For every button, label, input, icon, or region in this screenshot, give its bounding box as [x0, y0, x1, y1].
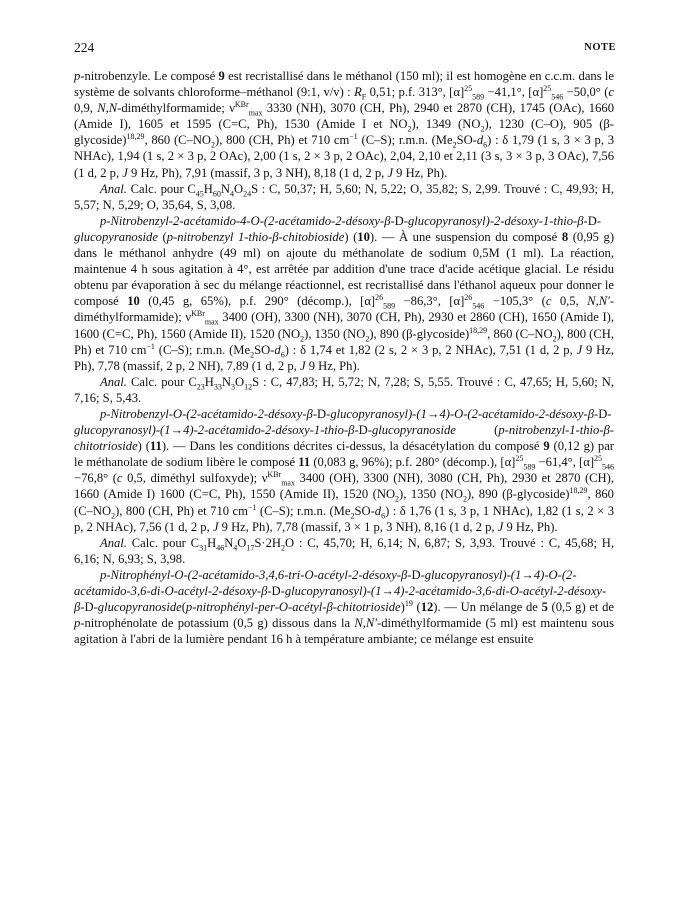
- text-run: ), 1349 (NO: [411, 117, 481, 132]
- paragraph-compound-12: [74, 567, 614, 647]
- subscript: 23: [196, 382, 205, 392]
- italic-text: J: [212, 519, 219, 534]
- text-run: S : C, 47,83; H, 5,72; N, 7,28; S, 5,55. Trouvé : C, 47,65; H, 5,60; N, 7,16; S, 5,43.: [74, 374, 614, 405]
- text-run: (0,45 g, 65%), p.f. 290° (décomp.), [α]: [139, 294, 376, 309]
- paragraph-anal-10: [74, 374, 614, 406]
- italic-text: -glucopyranoside: [93, 600, 182, 615]
- subscript: 24: [243, 189, 252, 199]
- text-run: (0,95 g) dans le méthanol anhydre (49 ml) on ajoute du méthanolate de sodium 0,5: [74, 229, 615, 261]
- text-run: (: [455, 423, 499, 438]
- text-run: (0,5 g) et de: [547, 600, 615, 615]
- superscript: 26: [464, 293, 473, 303]
- text-run: (0,12 g) par le méthanolate de sodium libère le composé: [74, 439, 614, 470]
- subscript: 33: [213, 382, 222, 392]
- subscript: 2: [300, 334, 305, 344]
- subscript: 45: [195, 189, 204, 199]
- italic-text: p: [74, 69, 81, 83]
- italic-text: p-nitrobenzyl 1-thio-β-chitobioside: [166, 229, 345, 244]
- subscript: 17: [246, 543, 255, 553]
- text-run: ), 1350 (NO: [304, 326, 366, 341]
- italic-text: p-Nitrobenzyl-2-acétamido-4-O-(2-acétamido-2-désoxy-β-: [100, 213, 395, 228]
- small-caps: D: [587, 213, 597, 228]
- subscript: 589: [472, 92, 485, 102]
- italic-text: J: [299, 358, 306, 373]
- paragraph-compound-11: [74, 406, 614, 535]
- text-run: 0,5,: [551, 294, 588, 309]
- subscript: 546: [472, 301, 485, 311]
- text-run: , 860 (C–NO: [487, 326, 553, 341]
- text-run: est recristallisé dans le méthanol (150 ml); il est homogène en c.c.m. dans le système de solvants chloroforme–méthanol (9:1, v/v) :: [74, 69, 614, 100]
- italic-text: Anal.: [100, 535, 127, 550]
- text-run: O : C, 45,70; H, 6,14; N, 6,87; S, 3,93. Trouvé : C, 45,68; H, 6,16; N, 6,93; S, 3,98.: [74, 535, 614, 566]
- text-run: (: [412, 600, 421, 615]
- superscript: 25: [543, 83, 552, 93]
- text-run: O: [237, 535, 247, 550]
- italic-text: -glucopyranosyl)-(1→4)-2-acétamido-2-désoxy-1-thio-β-: [74, 406, 612, 438]
- subscript: 2: [480, 124, 485, 134]
- subscript: 546: [602, 462, 615, 472]
- text-run: (0,083 g, 96%); p.f. 280° (décomp.), [α]: [310, 455, 516, 470]
- small-caps: D: [317, 406, 327, 421]
- italic-text: -glucopyranosyl)-(1→4)-O-(2-acétamido-2-désoxy-β-: [326, 406, 599, 421]
- italic-text: J: [576, 342, 583, 357]
- superscript: 25: [464, 83, 473, 93]
- text-run: O: [234, 374, 245, 389]
- reference-superscript: 18,29: [469, 325, 488, 335]
- italic-text: c: [608, 85, 615, 100]
- superscript: −1: [146, 341, 155, 351]
- text-run: ), 800 (CH, Ph) et 710 cm: [74, 326, 614, 357]
- italic-text: N,N': [354, 616, 377, 631]
- text-run: 3330 (NH), 3070 (CH, Ph), 2940 et 2870 (CH), 1745 (OAc), 1660 (Amide I), 1605 et 1595 (C=C, Ph), 1530 (Amide I et NO: [74, 101, 614, 132]
- italic-text: -glucopyranosyl)-(1→4)-2-acétamido-3,6-di-O-acétyl-2-désoxy-β-: [74, 584, 607, 615]
- text-run: ) (: [344, 229, 358, 244]
- text-run: ). — À une suspension du composé: [369, 229, 562, 244]
- text-run: ) : δ 1,79 (1 s, 3 × 3 p, 3 NHAc), 1,94 (1 s, 2 × 3 p, 2 OAc), 2,00 (1 s, 2 × 3 p, 2 OAc), 2,04, 2,10 et 2,11 (3 s, 3 × 3 p, 3 OAc), 7,56 (1 d, 2 p,: [74, 133, 614, 180]
- italic-text: -glucopyranosyl)-(1→4)-O-(2-acétamido-3,6-di-O-acétyl-2-désoxy-β-: [74, 567, 577, 598]
- subscript: 6: [381, 511, 386, 521]
- italic-text: d: [374, 503, 382, 518]
- subscript: 6: [483, 140, 488, 150]
- text-run: 0,5, diméthyl sulfoxyde); ν: [122, 471, 268, 486]
- italic-text: d: [274, 342, 281, 357]
- text-run: 0,51; p.f. 313°, [α]: [366, 85, 465, 100]
- reference-superscript: 19: [404, 598, 413, 608]
- text-run: (C–S); r.m.n. (Me: [154, 342, 251, 357]
- text-run: ), 890 (β-glycoside): [466, 487, 570, 502]
- paragraph-anal-9: [74, 181, 614, 213]
- subscript: 2: [365, 334, 370, 344]
- text-run: ), 890 (β-glycoside): [369, 326, 470, 341]
- text-run: H: [207, 535, 217, 550]
- italic-text: p-Nitrophényl-O-(2-acétamido-3,4,6-tri-O-acétyl-2-désoxy-β-: [100, 567, 412, 582]
- text-run: −86,3°, [α]: [395, 294, 465, 309]
- text-run: ) (: [137, 439, 150, 454]
- subscript: max: [204, 317, 219, 327]
- italic-text: R: [354, 85, 362, 100]
- text-run: ), 800 (CH, Ph) et 710 cm: [215, 133, 350, 148]
- text-run: N: [224, 535, 234, 550]
- subscript: 2: [395, 494, 400, 504]
- small-caps: D: [271, 584, 281, 598]
- subscript: max: [248, 108, 263, 118]
- text-run: H: [203, 181, 213, 196]
- text-run: ): [400, 600, 405, 615]
- page-number: 224: [74, 40, 95, 55]
- text-run: , 860 (C–NO: [144, 133, 212, 148]
- text-run: Calc. pour C: [126, 535, 200, 550]
- italic-text: c: [545, 294, 552, 309]
- text-run: −105,3° (: [484, 294, 546, 309]
- superscript: 25: [515, 454, 524, 464]
- subscript: 6: [280, 350, 285, 360]
- subscript: max: [281, 478, 295, 488]
- subscript: 2: [462, 494, 467, 504]
- text-run: SO-: [456, 133, 477, 148]
- subscript: 4: [229, 189, 234, 199]
- subscript: 2: [452, 140, 457, 150]
- italic-text: -glucopyranoside: [74, 213, 602, 244]
- italic-text: N,N: [97, 101, 118, 116]
- text-run: , 860 (C–NO: [74, 487, 614, 518]
- italic-text: -glucopyranoside: [367, 423, 456, 438]
- text-run: S·2H: [254, 535, 281, 550]
- text-run: ) : δ 1,76 (1 s, 3 p, 1 NHAc), 1,82 (1 s, 2 × 3 p, 2 NHAc), 7,56 (1 d, 2 p,: [74, 503, 614, 534]
- text-run: N: [220, 181, 230, 196]
- subscript: 12: [244, 382, 253, 392]
- italic-text: N,N': [587, 294, 610, 309]
- text-run: -diméthylformamide); ν: [74, 294, 615, 325]
- text-run: Calc. pour C: [126, 181, 196, 196]
- compound-number: 10: [127, 294, 140, 309]
- subscript: 589: [383, 301, 396, 311]
- text-run: 9 Hz, Ph).: [305, 358, 360, 373]
- text-run: (1 ml). La réaction, maintenue 4 h sous agitation à 4°, est arrêtée par addition d'une trace d'acide acétique glacial. Le résidu obtenu par évaporation à sec du mélange réactionnel, est recristallisé dans l'éthanol aqueux pour donner le composé: [74, 246, 614, 309]
- subscript: 2: [281, 543, 285, 553]
- italic-text: p: [74, 616, 81, 631]
- running-head: [74, 40, 616, 58]
- text-run: 3400 (OH), 3300 (NH), 3080 (CH, Ph), 2930 et 2870 (CH), 1660 (Amide I) 1600 (C=C, Ph), 1550 (Amide II), 1520 (NO: [74, 471, 614, 502]
- paragraph-compound-9-data: [74, 68, 614, 181]
- superscript: −1: [247, 502, 257, 512]
- subscript: 31: [199, 543, 208, 553]
- body-text: [74, 68, 614, 647]
- text-run: -diméthylformamide (5 ml) est maintenu sous agitation à l'abri de la lumière pendant 16 h à température ambiante; ce mélange est ensuite: [74, 616, 614, 647]
- subscript: 3: [230, 382, 235, 392]
- italic-text: J: [497, 519, 504, 534]
- italic-text: Anal.: [100, 181, 127, 196]
- compound-number: 9: [218, 69, 225, 83]
- text-run: −61,4°, [α]: [535, 455, 595, 470]
- compound-number: 9: [543, 439, 550, 454]
- italic-text: c: [116, 471, 123, 486]
- text-run: ) : δ 1,74 et 1,82 (2 s, 2 × 3 p, 2 NHAc), 7,51 (1 d, 2 p,: [284, 342, 577, 357]
- compound-number: 8: [561, 229, 569, 244]
- italic-text: J: [387, 165, 394, 180]
- text-run: ). — Dans les conditions décrites ci-dessus, la désacétylation du composé: [161, 439, 544, 454]
- subscript: F: [361, 92, 367, 102]
- italic-text: p-Nitrobenzyl-O-(2-acétamido-2-désoxy-β-: [100, 406, 318, 421]
- text-run: 3400 (OH), 3300 (NH), 3070 (CH, Ph), 2930 et 2860 (CH), 1650 (Amide I), 1600 (C=C, Ph), 1560 (Amide II), 1520 (NO: [74, 310, 615, 341]
- small-caps: D: [598, 406, 608, 421]
- compound-number: 10: [357, 229, 370, 244]
- text-run: H: [204, 374, 214, 389]
- reference-superscript: 18,29: [126, 132, 145, 142]
- text-run: O: [233, 181, 244, 196]
- small-caps: D: [411, 567, 421, 582]
- reference-superscript: 18,29: [569, 486, 588, 496]
- text-run: ), 800 (CH, Ph) et 710 cm: [115, 503, 248, 518]
- text-run: -nitrobenzyle. Le composé: [80, 69, 219, 83]
- text-run: S : C, 50,37; H, 5,60; N, 5,22; O, 35,82; S, 2,99. Trouvé : C, 49,93; H, 5,57; N, 5,29; O, 35,64, S, 3,08.: [74, 181, 614, 212]
- section-label: NOTE: [584, 42, 616, 53]
- italic-text: -glucopyranosyl)-2-désoxy-1-thio-β-: [403, 213, 588, 228]
- italic-text: p-nitrophényl-per-O-acétyl-β-chitotrioside: [185, 600, 401, 615]
- superscript: KBr: [191, 309, 205, 319]
- italic-text: Anal.: [100, 374, 127, 389]
- paragraph-anal-11: [74, 535, 614, 567]
- text-run: Calc. pour C: [126, 374, 197, 389]
- text-run: (C–S); r.m.n. (Me: [256, 503, 351, 518]
- text-run: −76,8° (: [74, 471, 117, 486]
- subscript: 2: [211, 140, 216, 150]
- italic-text: J: [122, 165, 128, 180]
- text-run: 9 Hz, Ph), 7,91 (massif, 3 p, 3 NH), 8,18 (1 d, 2 p,: [127, 165, 388, 180]
- text-run: 9 Hz, Ph).: [503, 519, 558, 534]
- text-run: 9 Hz, Ph).: [393, 165, 448, 180]
- small-caps: D: [394, 213, 404, 228]
- text-run: 9 Hz, Ph), 7,78 (massif, 3 × 1 p, 3 NH), 8,16 (1 d, 2 p,: [218, 519, 498, 534]
- text-run: SO-: [354, 503, 375, 518]
- superscript: 25: [594, 454, 603, 464]
- text-run: −50,0° (: [563, 85, 609, 100]
- text-run: 9 Hz, Ph), 7,78 (massif, 2 p, 2 NH), 7,89 (1 d, 2 p,: [74, 342, 615, 373]
- subscript: 60: [212, 189, 221, 199]
- small-caps: D: [84, 600, 94, 615]
- small-caps: M: [488, 246, 500, 261]
- superscript: 26: [375, 293, 384, 303]
- text-run: (C–S); r.m.n. (Me: [357, 133, 453, 148]
- superscript: −1: [349, 132, 358, 142]
- text-run: -nitrophénolate de potassium (0,5 g) dissous dans la: [80, 616, 355, 631]
- text-run: (: [157, 229, 167, 244]
- superscript: KBr: [267, 470, 282, 480]
- subscript: 2: [250, 350, 255, 360]
- text-run: 0,9,: [74, 101, 98, 116]
- subscript: 2: [111, 511, 116, 521]
- text-run: (: [181, 600, 186, 615]
- text-run: ), 1230 (C–O), 905 (β-glycoside): [74, 117, 614, 148]
- subscript: 589: [523, 462, 536, 472]
- compound-number: 5: [541, 600, 548, 615]
- italic-text: d: [476, 133, 484, 148]
- text-run: −41,1°, [α]: [484, 85, 544, 100]
- text-run: -diméthylformamide; ν: [117, 101, 235, 116]
- subscript: 2: [350, 511, 355, 521]
- subscript: 2: [407, 124, 412, 134]
- text-run: N: [221, 374, 231, 389]
- compound-number: 11: [149, 439, 162, 454]
- text-run: SO-: [254, 342, 275, 357]
- small-caps: D: [358, 423, 368, 438]
- paragraph-compound-10: [74, 213, 614, 374]
- italic-text: p-nitrobenzyl-1-thio-β-chitotrioside: [74, 423, 614, 454]
- text-run: ), 1350 (NO: [399, 487, 463, 502]
- superscript: KBr: [234, 100, 249, 109]
- text-run: ). — Un mélange de: [433, 600, 542, 615]
- compound-number: 12: [420, 600, 434, 615]
- subscript: 4: [233, 543, 238, 553]
- subscript: 546: [551, 92, 564, 102]
- compound-number: 11: [298, 455, 311, 470]
- subscript: 46: [216, 543, 225, 553]
- subscript: 2: [552, 334, 557, 344]
